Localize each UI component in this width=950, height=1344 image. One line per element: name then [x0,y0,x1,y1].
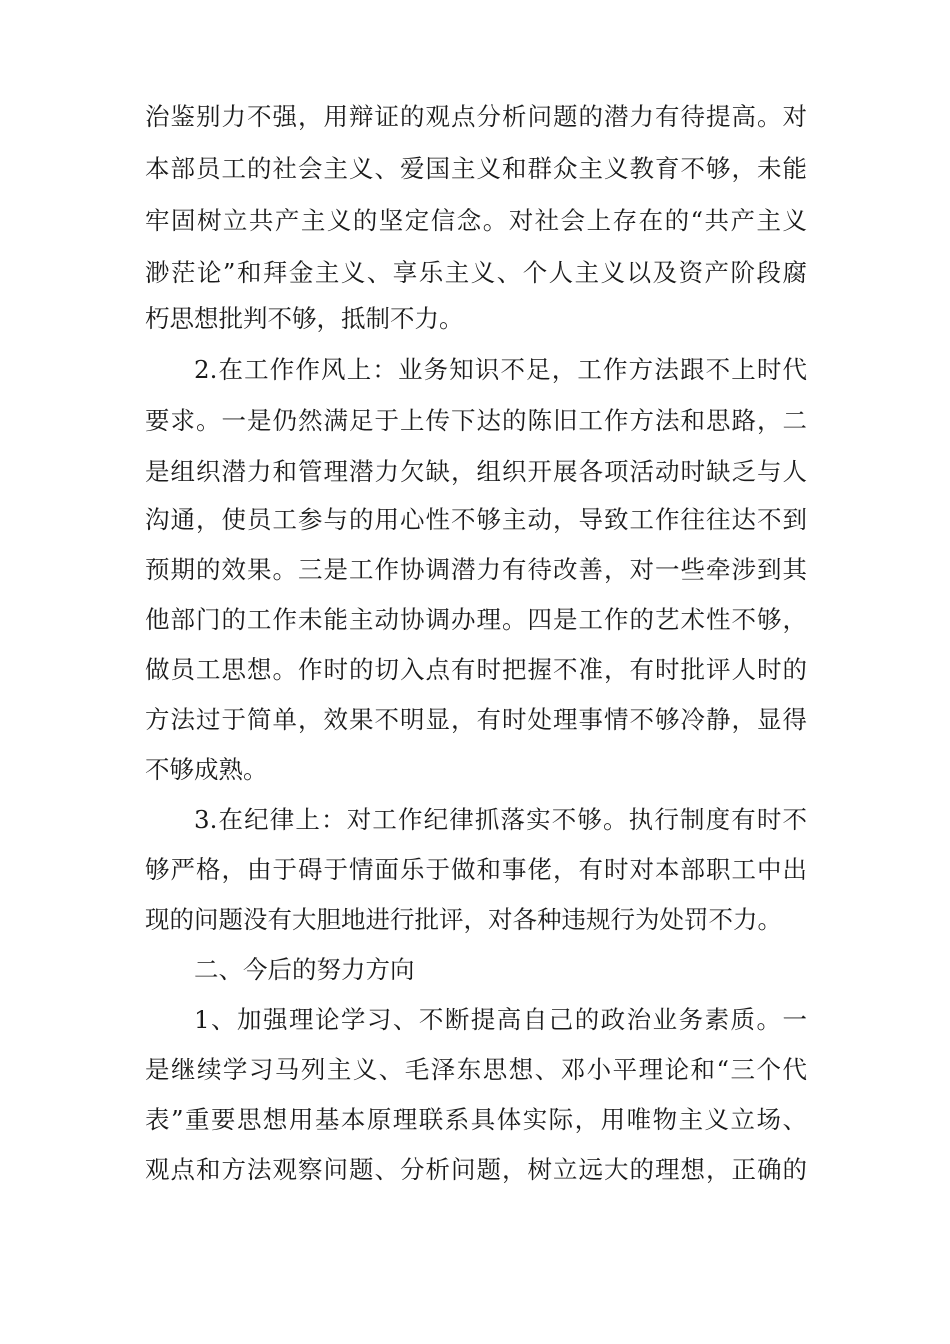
text-line: 现的问题没有大胆地进行批评，对各种违规行为处罚不力。 [145,905,782,934]
text-line: 朽思想批判不够，抵制不力。 [145,304,464,333]
text-line: 治鉴别力不强，用辩证的观点分析问题的潜力有待提高。对 [145,102,807,131]
text-line: 渺茫论”和拜金主义、享乐主义、个人主义以及资产阶段腐 [145,258,807,287]
text-line: 表”重要思想用基本原理联系具体实际，用唯物主义立场、 [145,1105,807,1134]
text-line: 观点和方法观察问题、分析问题，树立远大的理想，正确的 [145,1155,807,1184]
text-line: 本部员工的社会主义、爱国主义和群众主义教育不够，未能 [145,154,807,183]
text-line: 要求。一是仍然满足于上传下达的陈旧工作方法和思路，二 [145,406,807,435]
text-line: 方法过于简单，效果不明显，有时处理事情不够冷静，显得 [145,705,807,734]
paragraph-first-line: 3.在纪律上：对工作纪律抓落实不够。执行制度有时不 [194,805,807,834]
text-line: 沟通，使员工参与的用心性不够主动，导致工作往往达不到 [145,505,807,534]
text-line: 他部门的工作未能主动协调办理。四是工作的艺术性不够， [145,605,807,634]
text-line: 不够成熟。 [145,755,268,784]
paragraph-first-line: 1、加强理论学习、不断提高自己的政治业务素质。一 [194,1005,807,1034]
text-line: 预期的效果。三是工作协调潜力有待改善，对一些牵涉到其 [145,555,807,584]
text-line: 够严格，由于碍于情面乐于做和事佬，有时对本部职工中出 [145,855,807,884]
paragraph-first-line: 2.在工作作风上：业务知识不足，工作方法跟不上时代 [194,355,807,384]
text-line: 牢固树立共产主义的坚定信念。对社会上存在的“共产主义 [145,206,807,235]
text-line: 做员工思想。作时的切入点有时把握不准，有时批评人时的 [145,655,807,684]
text-line: 是组织潜力和管理潜力欠缺，组织开展各项活动时缺乏与人 [145,457,807,486]
text-line: 是继续学习马列主义、毛泽东思想、邓小平理论和“三个代 [145,1055,807,1084]
section-heading: 二、今后的努力方向 [194,955,415,984]
